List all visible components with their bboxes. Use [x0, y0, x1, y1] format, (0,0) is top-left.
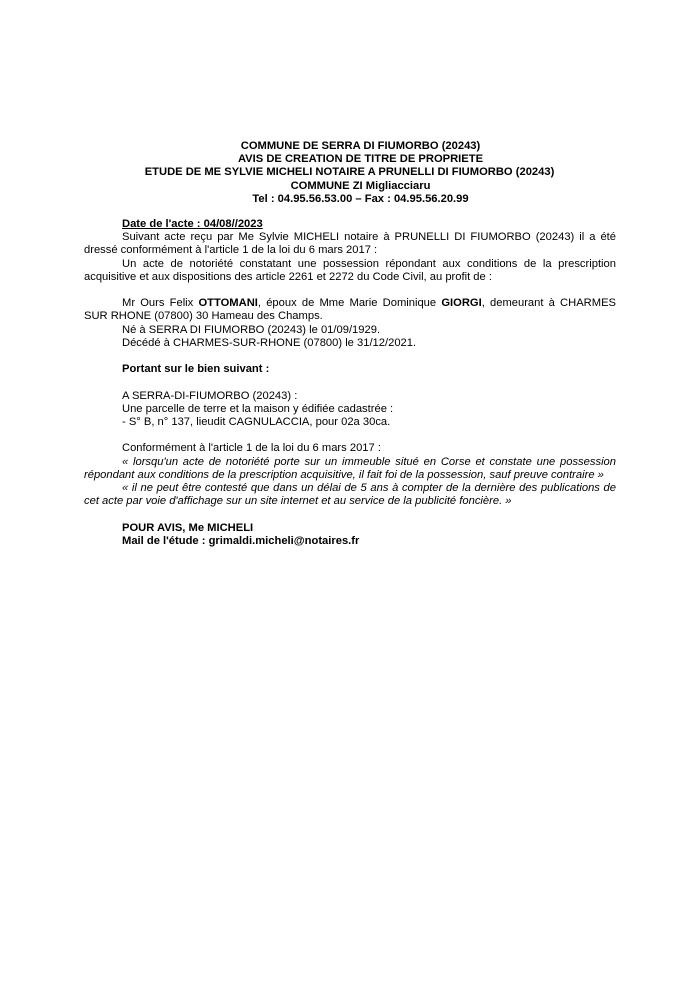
- spacer: [84, 429, 616, 442]
- property-parcel: - S° B, n° 137, lieudit CAGNULACCIA, pour 02a 30ca.: [122, 416, 391, 428]
- property-heading: Portant sur le bien suivant :: [122, 363, 270, 376]
- legal-intro: Conformément à l'article 1 de la loi du 6 mars 2017 :: [122, 442, 381, 455]
- spacer: [84, 508, 616, 521]
- header-contact-phone-fax: Tel : 04.95.56.53.00 – Fax : 04.95.56.20.99: [252, 192, 469, 205]
- act-paragraph-received: Suivant acte reçu par Me Sylvie MICHELI notaire à PRUNELLI DI FIUMORBO (20243) il a été dressé conformément à l'article 1 de la loi du 6 mars 2017 :: [84, 231, 616, 257]
- beneficiary-address: , demeurant à CHARMES SUR RHONE (07800) 30 Hameau des Champs.: [84, 297, 617, 323]
- office-email-line: [84, 535, 616, 548]
- spacer: [84, 376, 616, 389]
- spacer: [84, 350, 616, 363]
- beneficiary-middle: , époux de Mme Marie Dominique: [257, 297, 442, 310]
- beneficiary-paragraph: [84, 297, 616, 323]
- legal-quote-contestation: « il ne peut être contesté que dans un délai de 5 ans à compter de la dernière des publications de cet acte par voie d'affichage sur un site internet et au service de la publicité foncière. »: [84, 482, 616, 508]
- header-commune: COMMUNE DE SERRA DI FIUMORBO (20243): [240, 140, 481, 152]
- beneficiary-surname: OTTOMANI: [198, 297, 258, 310]
- signature: POUR AVIS, Me MICHELI: [122, 521, 254, 534]
- header-notary-office: ETUDE DE ME SYLVIE MICHELI NOTAIRE A PRUNELLI DI FIUMORBO (20243): [144, 166, 555, 179]
- header-office-address: COMMUNE ZI Migliacciaru: [290, 179, 431, 192]
- spacer: [84, 284, 616, 297]
- act-date-label: Date de l'acte : 04/08//2023: [122, 218, 263, 230]
- notice-body: [84, 218, 616, 548]
- notice-header: [0, 140, 699, 206]
- property-location: A SERRA-DI-FIUMORBO (20243) :: [122, 389, 298, 402]
- legal-quote-possession: « lorsqu'un acte de notoriété porte sur un immeuble situé en Corse et constate une possession répondant aux conditions de la prescription acquisitive, il fait foi de la possession, sauf preuve contraire »: [84, 455, 616, 481]
- beneficiary-birth: Né à SERRA DI FIUMORBO (20243) le 01/09/1929.: [122, 323, 381, 336]
- header-notice-title: AVIS DE CREATION DE TITRE DE PROPRIETE: [237, 153, 484, 166]
- beneficiary-death: Décédé à CHARMES-SUR-RHONE (07800) le 31/12/2021.: [122, 336, 417, 349]
- office-email[interactable]: grimaldi.micheli@notaires.fr: [208, 534, 360, 547]
- email-label: Mail de l'étude :: [122, 534, 209, 547]
- property-description: Une parcelle de terre et la maison y édifiée cadastrée :: [122, 402, 394, 415]
- act-date: [84, 218, 616, 231]
- spouse-surname: GIORGI: [441, 297, 482, 310]
- beneficiary-prefix: Mr Ours Felix: [122, 297, 199, 310]
- act-paragraph-notoriety: Un acte de notoriété constatant une possession répondant aux conditions de la prescription acquisitive et aux dispositions des article 2261 et 2272 du Code Civil, au profit de :: [84, 257, 616, 283]
